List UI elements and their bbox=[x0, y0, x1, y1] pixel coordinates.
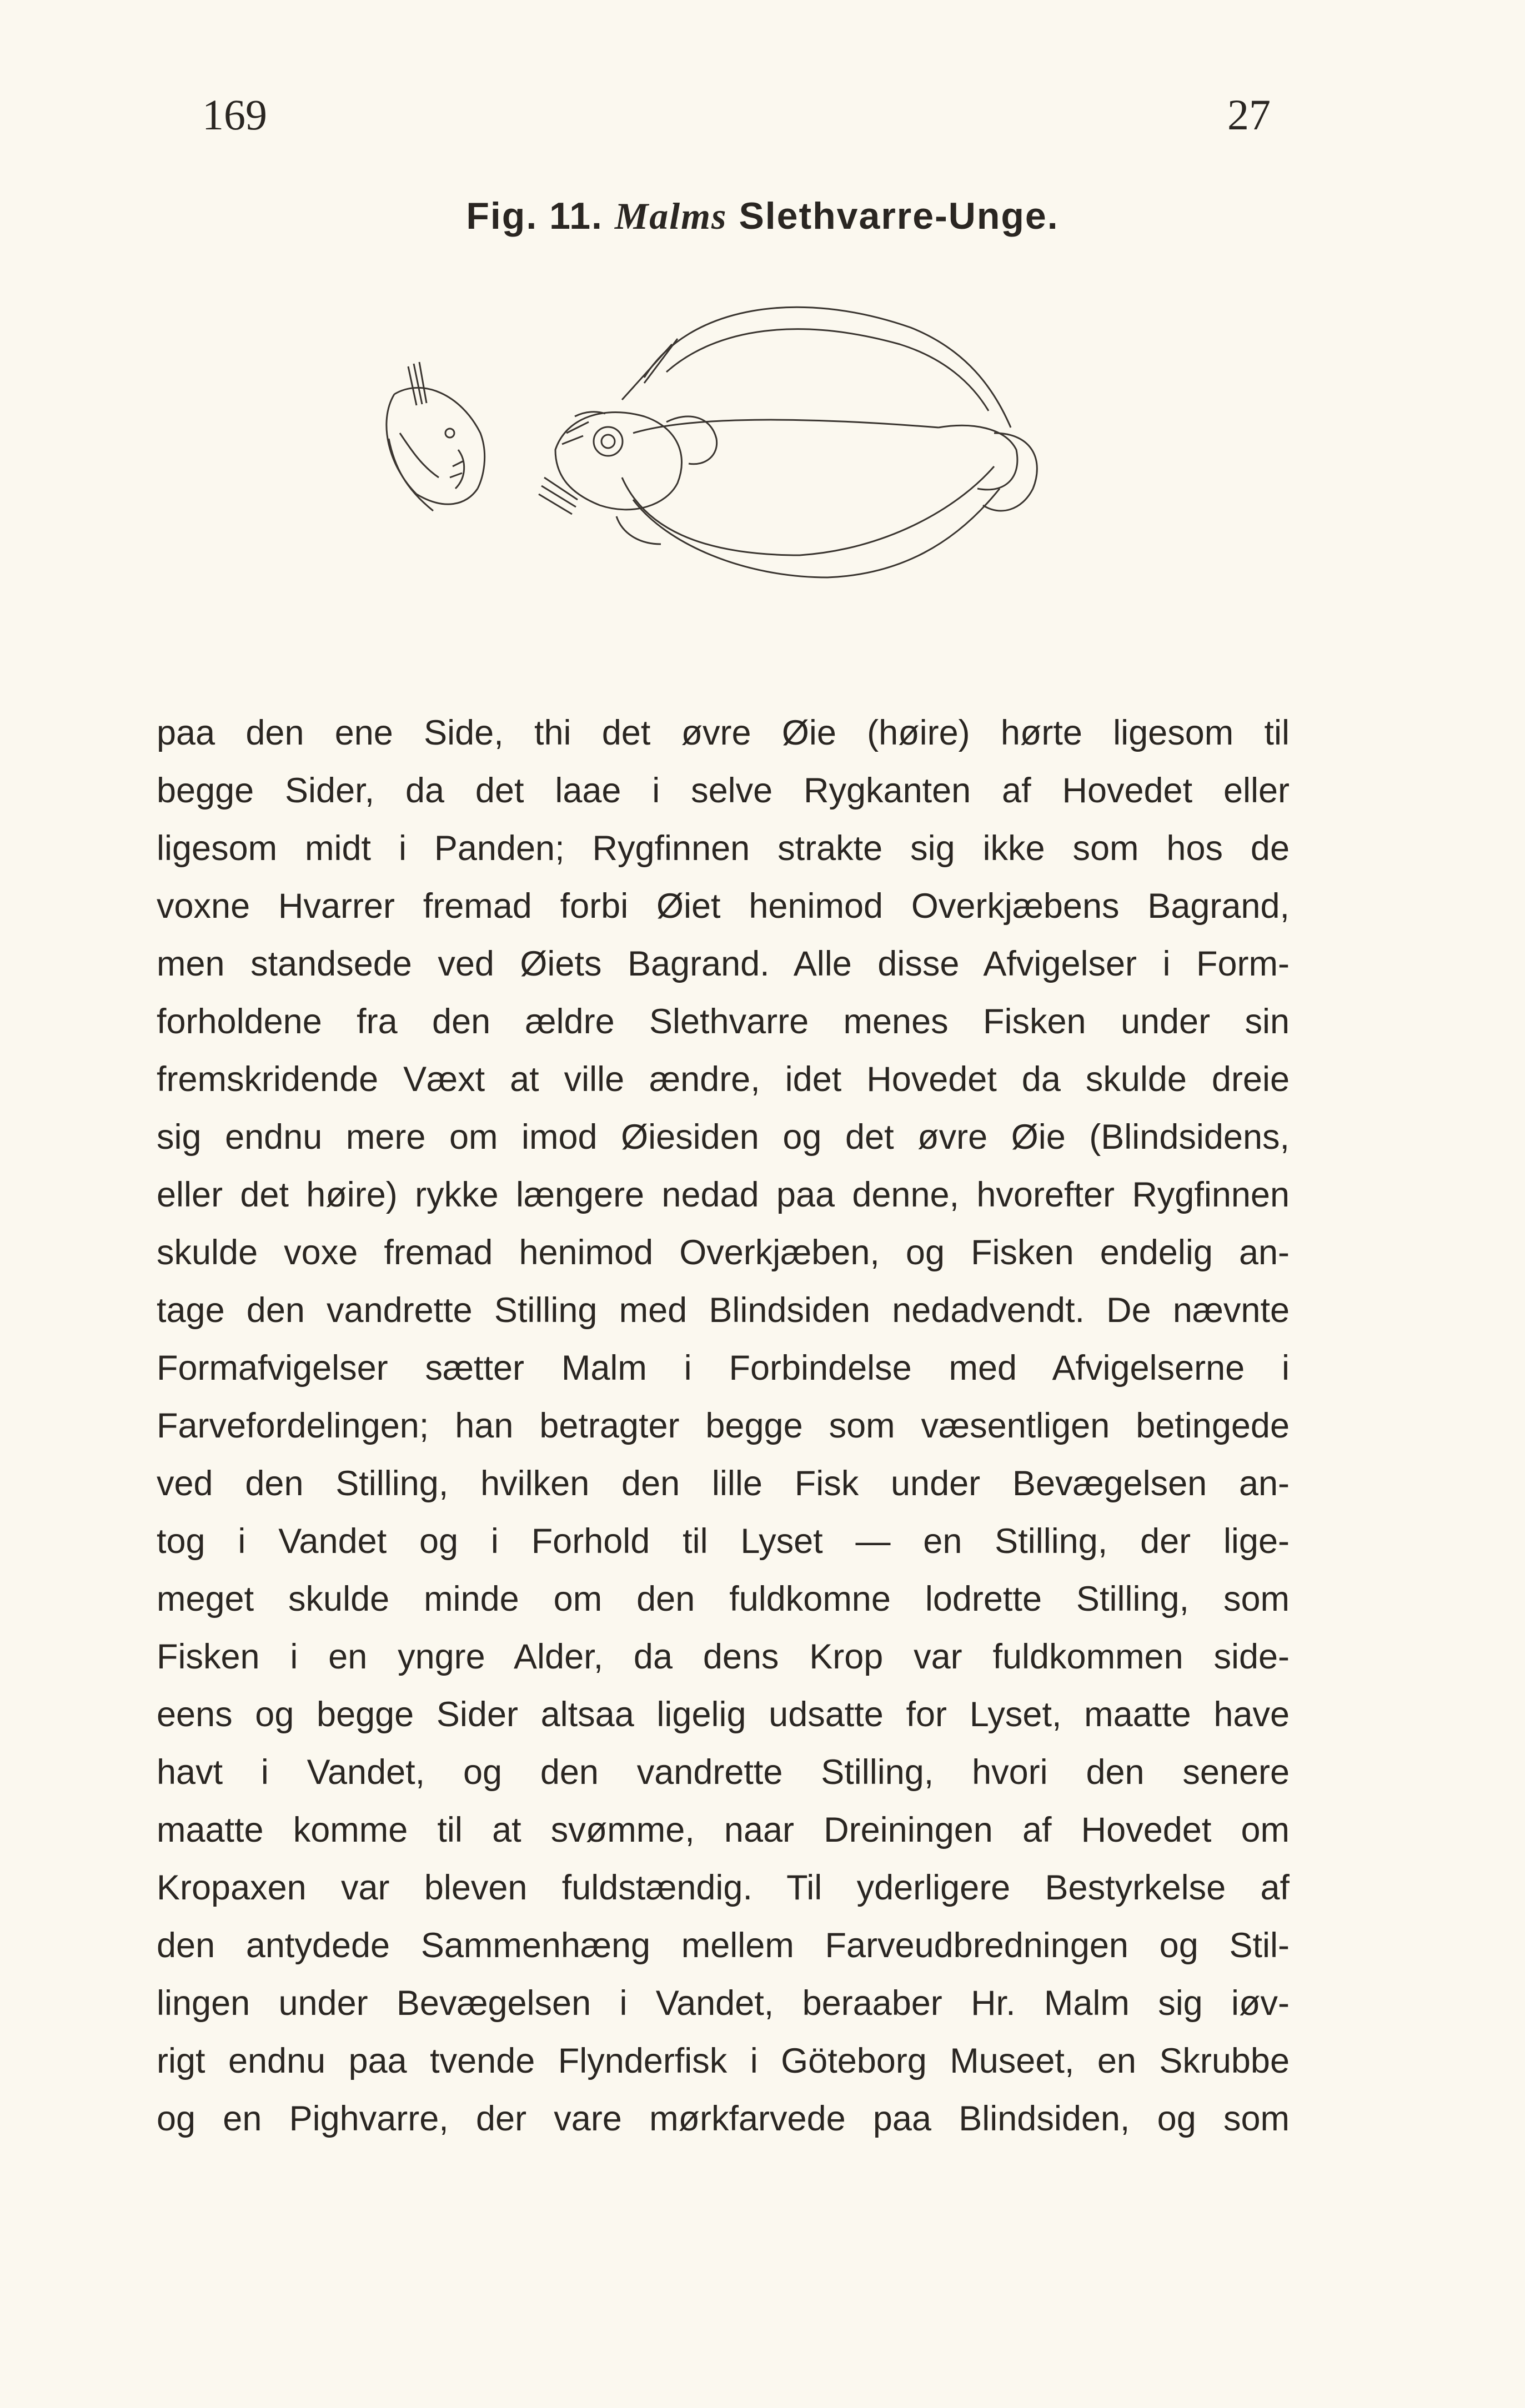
text-line: den antydede Sammenhæng mellem Farveudbredningen og Stil- bbox=[157, 1926, 1290, 1965]
text-line: Kropaxen var bleven fuldstændig. Til yderligere Bestyrkelse af bbox=[157, 1868, 1290, 1907]
text-line: havt i Vandet, og den vandrette Stilling, hvori den senere bbox=[157, 1753, 1290, 1792]
text-line: men standsede ved Øiets Bagrand. Alle disse Afvigelser i Form- bbox=[157, 944, 1290, 983]
page-number-right: 27 bbox=[1227, 91, 1271, 139]
text-line: og en Pighvarre, der vare mørkfarvede paa Blindsiden, og som bbox=[157, 2099, 1290, 2138]
text-line: ved den Stilling, hvilken den lille Fisk under Bevægelsen an- bbox=[157, 1464, 1290, 1503]
page-number-left: 169 bbox=[202, 91, 267, 139]
text-line: Fisken i en yngre Alder, da dens Krop var fuldkommen side- bbox=[157, 1637, 1290, 1676]
figure-caption bbox=[0, 194, 1525, 238]
text-line: paa den ene Side, thi det øvre Øie (høire) hørte ligesom til bbox=[157, 713, 1290, 752]
text-line: skulde voxe fremad henimod Overkjæben, og Fisken endelig an- bbox=[157, 1233, 1290, 1272]
text-line: eller det høire) rykke længere nedad paa denne, hvorefter Rygfinnen bbox=[157, 1175, 1290, 1214]
text-line: eens og begge Sider altsaa ligelig udsatte for Lyset, maatte have bbox=[157, 1695, 1290, 1734]
text-line: rigt endnu paa tvende Flynderfisk i Göteborg Museet, en Skrubbe bbox=[157, 2042, 1290, 2080]
head-sketch bbox=[387, 362, 485, 511]
text-line: Farvefordelingen; han betragter begge som væsentligen betingede bbox=[157, 1406, 1290, 1445]
larva-body bbox=[539, 307, 1037, 577]
text-line: meget skulde minde om den fuldkomne lodrette Stilling, som bbox=[157, 1580, 1290, 1618]
text-line: fremskridende Væxt at ville ændre, idet Hovedet da skulde dreie bbox=[157, 1060, 1290, 1099]
text-line: tage den vandrette Stilling med Blindsiden nedadvendt. De nævnte bbox=[157, 1291, 1290, 1330]
text-line: ligesom midt i Panden; Rygfinnen strakte sig ikke som hos de bbox=[157, 829, 1290, 868]
text-line: begge Sider, da det laae i selve Rygkanten af Hovedet eller bbox=[157, 771, 1290, 810]
caption-title: Slethvarre-Unge. bbox=[739, 195, 1059, 237]
caption-prefix: Fig. 11. bbox=[466, 195, 603, 237]
text-line: voxne Hvarrer fremad forbi Øiet henimod Overkjæbens Bagrand, bbox=[157, 887, 1290, 926]
text-line: maatte komme til at svømme, naar Dreiningen af Hovedet om bbox=[157, 1811, 1290, 1849]
body-text bbox=[157, 704, 1290, 2148]
fish-larva-illustration bbox=[355, 267, 1133, 655]
text-line: forholdene fra den ældre Slethvarre menes Fisken under sin bbox=[157, 1002, 1290, 1041]
text-line: lingen under Bevægelsen i Vandet, beraaber Hr. Malm sig iøv- bbox=[157, 1984, 1290, 2023]
text-line: tog i Vandet og i Forhold til Lyset — en Stilling, der lige- bbox=[157, 1522, 1290, 1561]
text-line: sig endnu mere om imod Øiesiden og det øvre Øie (Blindsidens, bbox=[157, 1118, 1290, 1157]
text-line: Formafvigelser sætter Malm i Forbindelse med Afvigelserne i bbox=[157, 1349, 1290, 1388]
caption-author: Malms bbox=[614, 195, 728, 237]
